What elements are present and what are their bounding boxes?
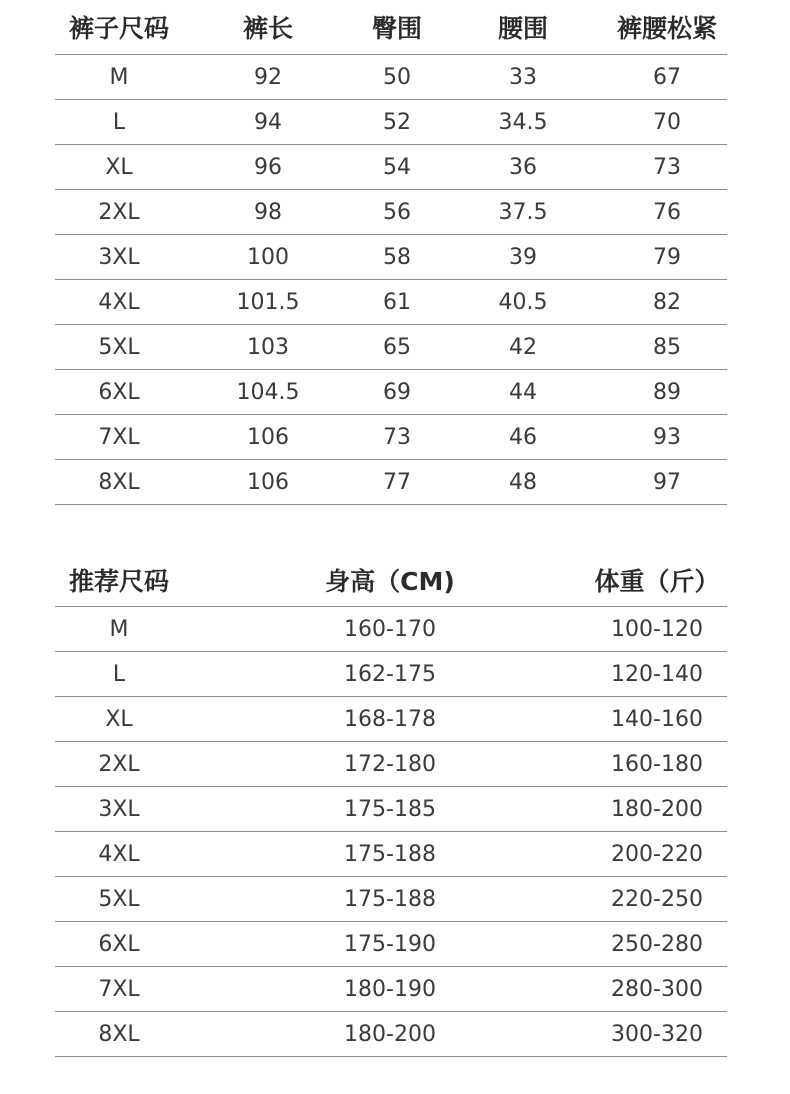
recommend-table-cell: M xyxy=(109,616,129,642)
recommend-table-cell: 100-120 xyxy=(611,616,703,642)
recommend-table-row xyxy=(55,1012,727,1057)
recommend-table-row xyxy=(55,922,727,967)
pants-table-cell: 77 xyxy=(383,469,411,495)
recommend-table-cell: 3XL xyxy=(98,796,140,822)
recommend-table-cell: 7XL xyxy=(98,976,140,1002)
pants-table-cell: 56 xyxy=(383,199,411,225)
pants-table-cell: 54 xyxy=(383,154,411,180)
pants-table-cell: 39 xyxy=(509,244,537,270)
pants-table-cell: 97 xyxy=(653,469,681,495)
pants-header-row xyxy=(55,0,727,55)
pants-table-row xyxy=(55,100,727,145)
recommend-table-cell: 4XL xyxy=(98,841,140,867)
pants-table-cell: 98 xyxy=(254,199,282,225)
recommend-header-cell: 推荐尺码 xyxy=(68,566,169,596)
pants-table-cell: 65 xyxy=(383,334,411,360)
pants-table-row xyxy=(55,145,727,190)
pants-table-cell: 5XL xyxy=(98,334,140,360)
pants-table-cell: 52 xyxy=(383,109,411,135)
pants-table-cell: 61 xyxy=(383,289,411,315)
recommend-table-cell: 175-185 xyxy=(344,796,436,822)
recommend-table-row xyxy=(55,877,727,922)
pants-table-cell: 44 xyxy=(509,379,537,405)
recommend-table-cell: L xyxy=(112,661,126,687)
recommend-table-row xyxy=(55,652,727,697)
pants-table-cell: L xyxy=(112,109,126,135)
recommend-table-row xyxy=(55,832,727,877)
pants-table-row xyxy=(55,280,727,325)
recommend-table-cell: 6XL xyxy=(98,931,140,957)
pants-table-cell: 76 xyxy=(653,199,681,225)
recommend-table-cell: 140-160 xyxy=(611,706,703,732)
recommend-table-cell: 250-280 xyxy=(611,931,703,957)
recommend-table-row xyxy=(55,742,727,787)
pants-table-row xyxy=(55,415,727,460)
pants-table-cell: 73 xyxy=(653,154,681,180)
recommend-table-cell: 200-220 xyxy=(611,841,703,867)
pants-table-cell: 96 xyxy=(254,154,282,180)
pants-table-row xyxy=(55,235,727,280)
pants-header-cell: 裤子尺码 xyxy=(68,14,169,43)
recommend-table-cell: XL xyxy=(105,706,133,732)
recommend-table-row xyxy=(55,787,727,832)
pants-table-cell: 36 xyxy=(509,154,537,180)
pants-table-cell: M xyxy=(109,64,129,90)
pants-header-cell: 臀围 xyxy=(371,14,422,43)
recommend-table-row xyxy=(55,697,727,742)
recommend-table-cell: 175-190 xyxy=(344,931,436,957)
pants-table-cell: 92 xyxy=(254,64,282,90)
pants-table-cell: 85 xyxy=(653,334,681,360)
recommend-table-row xyxy=(55,607,727,652)
pants-table-cell: 69 xyxy=(383,379,411,405)
pants-table-cell: 7XL xyxy=(98,424,140,450)
recommend-table-cell: 180-200 xyxy=(344,1021,436,1047)
pants-table-cell: 6XL xyxy=(98,379,140,405)
pants-table-cell: 4XL xyxy=(98,289,140,315)
recommend-table-cell: 2XL xyxy=(98,751,140,777)
pants-table-cell: 37.5 xyxy=(498,199,548,225)
pants-table-cell: 3XL xyxy=(98,244,140,270)
recommend-header-row xyxy=(55,553,727,607)
pants-table-cell: 101.5 xyxy=(236,289,300,315)
pants-table-cell: 33 xyxy=(509,64,537,90)
recommend-header-cell: 体重（斤） xyxy=(594,566,720,596)
recommend-table-cell: 160-170 xyxy=(344,616,436,642)
recommend-table-cell: 5XL xyxy=(98,886,140,912)
recommend-table-cell: 175-188 xyxy=(344,841,436,867)
pants-table-cell: 104.5 xyxy=(236,379,300,405)
pants-table-cell: 93 xyxy=(653,424,681,450)
pants-header-cell: 裤长 xyxy=(242,14,293,43)
pants-table-row xyxy=(55,190,727,235)
pants-table-cell: 103 xyxy=(247,334,289,360)
pants-table-row xyxy=(55,55,727,100)
recommend-table-cell: 180-200 xyxy=(611,796,703,822)
pants-table-cell: 48 xyxy=(509,469,537,495)
pants-table-cell: 58 xyxy=(383,244,411,270)
pants-table-cell: 8XL xyxy=(98,469,140,495)
pants-table-cell: 94 xyxy=(254,109,282,135)
pants-table-cell: 46 xyxy=(509,424,537,450)
recommend-table-cell: 160-180 xyxy=(611,751,703,777)
pants-table-cell: 100 xyxy=(247,244,289,270)
pants-table-cell: 2XL xyxy=(98,199,140,225)
pants-size-table xyxy=(55,0,727,505)
recommend-table-cell: 175-188 xyxy=(344,886,436,912)
recommend-table-cell: 162-175 xyxy=(344,661,436,687)
pants-table-cell: 70 xyxy=(653,109,681,135)
pants-table-row xyxy=(55,460,727,505)
pants-table-cell: 34.5 xyxy=(498,109,548,135)
recommended-size-table xyxy=(55,553,727,1057)
pants-table-cell: 82 xyxy=(653,289,681,315)
pants-table-cell: 50 xyxy=(383,64,411,90)
pants-table-row xyxy=(55,325,727,370)
pants-header-cell: 裤腰松紧 xyxy=(616,14,717,43)
pants-table-cell: 67 xyxy=(653,64,681,90)
recommend-header-cell: 身高（CM) xyxy=(325,566,455,596)
recommend-table-cell: 168-178 xyxy=(344,706,436,732)
recommend-table-cell: 280-300 xyxy=(611,976,703,1002)
recommend-table-cell: 8XL xyxy=(98,1021,140,1047)
recommend-table-cell: 120-140 xyxy=(611,661,703,687)
pants-table-cell: XL xyxy=(105,154,133,180)
pants-table-cell: 106 xyxy=(247,469,289,495)
recommend-table-cell: 300-320 xyxy=(611,1021,703,1047)
pants-header-cell: 腰围 xyxy=(497,14,548,43)
pants-table-cell: 79 xyxy=(653,244,681,270)
recommend-table-row xyxy=(55,967,727,1012)
pants-table-cell: 42 xyxy=(509,334,537,360)
recommend-table-cell: 172-180 xyxy=(344,751,436,777)
pants-table-cell: 73 xyxy=(383,424,411,450)
recommend-table-cell: 180-190 xyxy=(344,976,436,1002)
pants-table-cell: 40.5 xyxy=(498,289,548,315)
pants-table-cell: 89 xyxy=(653,379,681,405)
pants-table-cell: 106 xyxy=(247,424,289,450)
pants-table-row xyxy=(55,370,727,415)
recommend-table-cell: 220-250 xyxy=(611,886,703,912)
